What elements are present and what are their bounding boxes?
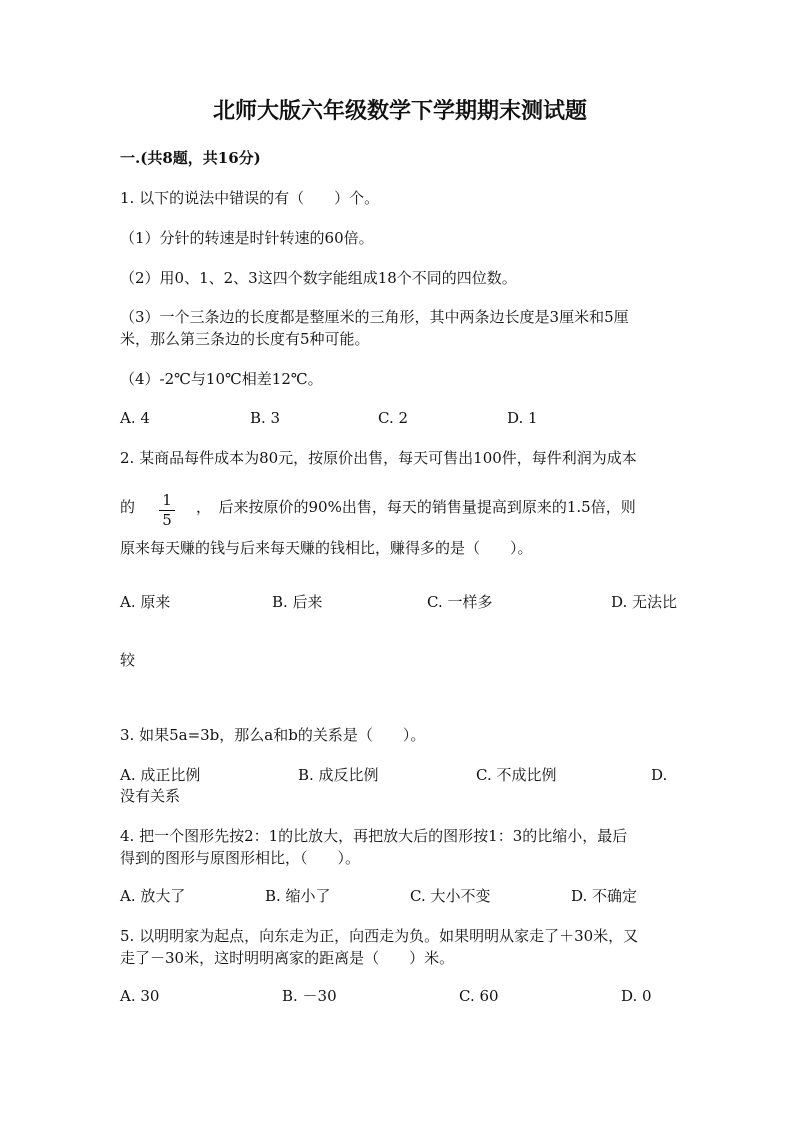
question-4-option-a: A. 放大了 bbox=[120, 887, 186, 905]
question-1-stem: 1. 以下的说法中错误的有（ ）个。 bbox=[120, 189, 380, 207]
question-1-statement-4: （4）-2℃与10℃相差12℃。 bbox=[120, 370, 323, 388]
question-5-line-2: 走了－30米，这时明明离家的距离是（ ）米。 bbox=[120, 949, 455, 967]
question-3-option-d-wrap: 没有关系 bbox=[120, 787, 181, 805]
question-1-statement-1: （1）分针的转速是时针转速的60倍。 bbox=[120, 229, 374, 247]
fraction-one-fifth bbox=[159, 492, 175, 529]
question-3-option-d: D. bbox=[651, 766, 668, 784]
question-1-option-a: A. 4 bbox=[120, 409, 150, 427]
question-5-option-a: A. 30 bbox=[120, 987, 160, 1005]
question-3-stem: 3. 如果5a=3b，那么a和b的关系是（ ）。 bbox=[120, 726, 426, 744]
question-5-option-c: C. 60 bbox=[459, 987, 499, 1005]
section-heading: 一.(共8题，共16分) bbox=[120, 149, 261, 167]
question-2-option-d-wrap: 较 bbox=[120, 651, 136, 669]
question-2-option-b: B. 后来 bbox=[272, 593, 323, 611]
question-4-option-c: C. 大小不变 bbox=[410, 887, 491, 905]
question-1-statement-3-line-1: （3）一个三条边的长度都是整厘米的三角形，其中两条边长度是3厘米和5厘 bbox=[120, 308, 629, 326]
question-4-line-1: 4. 把一个图形先按2：1的比放大，再把放大后的图形按1：3的比缩小，最后 bbox=[120, 827, 628, 845]
question-2-line-2-rest: ， 后来按原价的90%出售，每天的销售量提高到原来的1.5倍，则 bbox=[196, 498, 636, 516]
page-title: 北师大版六年级数学下学期期末测试题 bbox=[212, 98, 587, 124]
question-5-line-1: 5. 以明明家为起点，向东走为正，向西走为负。如果明明从家走了＋30米，又 bbox=[120, 927, 639, 945]
question-5-option-d: D. 0 bbox=[621, 987, 652, 1005]
question-1-option-b: B. 3 bbox=[250, 409, 281, 427]
question-2-option-a: A. 原来 bbox=[120, 593, 171, 611]
question-2-line-1: 2. 某商品每件成本为80元，按原价出售，每天可售出100件，每件利润为成本 bbox=[120, 449, 637, 467]
question-1-option-c: C. 2 bbox=[378, 409, 409, 427]
question-4-line-2: 得到的图形与原图形相比，（ ）。 bbox=[120, 849, 361, 867]
question-2-option-c: C. 一样多 bbox=[427, 593, 493, 611]
fraction-denominator: 5 bbox=[162, 511, 172, 529]
question-2-line-3: 原来每天赚的钱与后来每天赚的钱相比，赚得多的是（ ）。 bbox=[120, 539, 533, 557]
question-5-option-b: B. －30 bbox=[282, 987, 337, 1005]
question-1-option-d: D. 1 bbox=[507, 409, 538, 427]
question-2-option-d: D. 无法比 bbox=[611, 593, 678, 611]
fraction-numerator: 1 bbox=[162, 491, 172, 509]
question-1-statement-2: （2）用0、1、2、3这四个数字能组成18个不同的四位数。 bbox=[120, 269, 517, 287]
question-4-option-b: B. 缩小了 bbox=[265, 887, 331, 905]
question-3-option-b: B. 成反比例 bbox=[298, 766, 379, 784]
question-4-option-d: D. 不确定 bbox=[571, 887, 638, 905]
question-3-option-c: C. 不成比例 bbox=[476, 766, 557, 784]
question-1-statement-3-line-2: 米，那么第三条边的长度有5种可能。 bbox=[120, 330, 370, 348]
question-2-line-2-prefix: 的 bbox=[120, 498, 136, 516]
question-3-option-a: A. 成正比例 bbox=[120, 766, 201, 784]
